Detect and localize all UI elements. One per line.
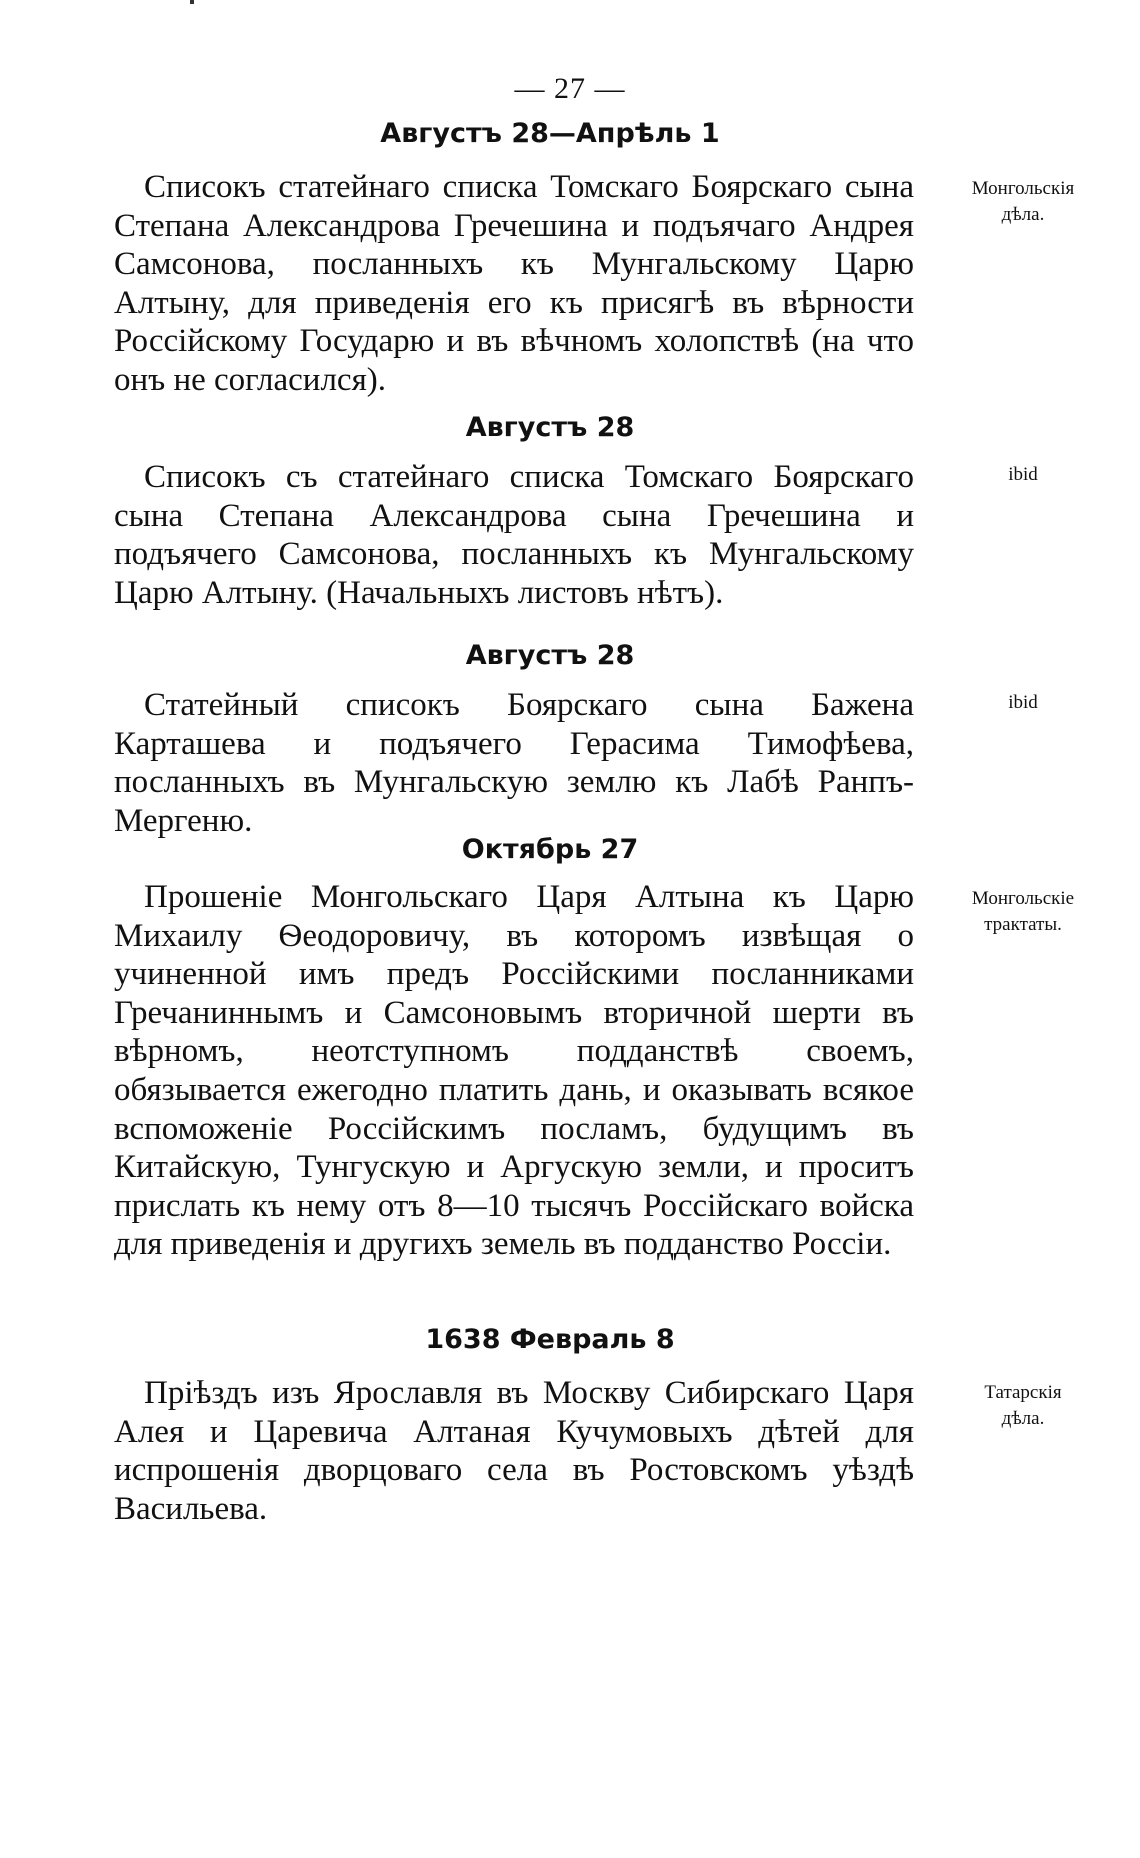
entry-text: Списокъ съ статейнаго списка Томскаго Боярскаго сына Степана Александрова сына Гречешина и подъячего Самсонова, посланныхъ къ Мунгальскому Царю Алтыну. (Начальныхъ листовъ нѣтъ). bbox=[114, 459, 914, 611]
entry-date: Августъ 28 bbox=[465, 640, 635, 671]
entry-text: Статейный списокъ Боярскаго сына Бажена Карташева и подъячего Герасима Тимофѣева, посланныхъ въ Мунгальскую землю къ Лабѣ Ранпъ-Мергеню. bbox=[114, 687, 914, 839]
page-number: — 27 — bbox=[514, 72, 626, 105]
margin-note: Монгольскіе трактаты. bbox=[971, 888, 1075, 935]
margin-note: Монгольскія дѣла. bbox=[971, 178, 1075, 225]
scan-mark bbox=[190, 0, 194, 4]
entry-text: Пріѣздъ изъ Ярославля въ Москву Сибирскаго Царя Алея и Царевича Алтаная Кучумовыхъ дѣтей для испрошенія дворцоваго села въ Ростовскомъ уѣздѣ Васильева. bbox=[114, 1375, 914, 1527]
margin-note: Татарскія дѣла. bbox=[984, 1382, 1062, 1429]
entry-date: Августъ 28 bbox=[465, 412, 635, 443]
margin-note: ibid bbox=[1008, 464, 1038, 485]
entry-text: Прошеніе Монгольскаго Царя Алтына къ Царю Михаилу Ѳеодоровичу, въ которомъ извѣщая о учиненной имъ предъ Россійскими посланниками Гречаниннымъ и Самсоновымъ вторичной шерти въ вѣрномъ, неотступномъ подданствѣ своемъ, обязывается ежегодно платить дань, и оказывать всякое вспоможеніе Россійскимъ посламъ, будущимъ въ Китайскую, Тунгускую и Аргускую земли, и проситъ прислать къ нему отъ 8—10 тысячъ Россійскаго войска для приведенія и другихъ земель въ подданство Россіи. bbox=[114, 879, 914, 1263]
entry-date: Августъ 28—Апрѣль 1 bbox=[380, 118, 720, 149]
entry-text: Списокъ статейнаго списка Томскаго Боярскаго сына Степана Александрова Гречешина и подъячаго Андрея Самсонова, посланныхъ къ Мунгальскому Царю Алтыну, для приведенія его къ присягѣ въ вѣрности Россійскому Государю и въ вѣчномъ холопствѣ (на что онъ не согласился). bbox=[114, 169, 914, 398]
entry-date: Октябрь 27 bbox=[461, 834, 639, 865]
margin-note: ibid bbox=[1008, 692, 1038, 713]
entry-date: 1638 Февраль 8 bbox=[425, 1324, 675, 1355]
